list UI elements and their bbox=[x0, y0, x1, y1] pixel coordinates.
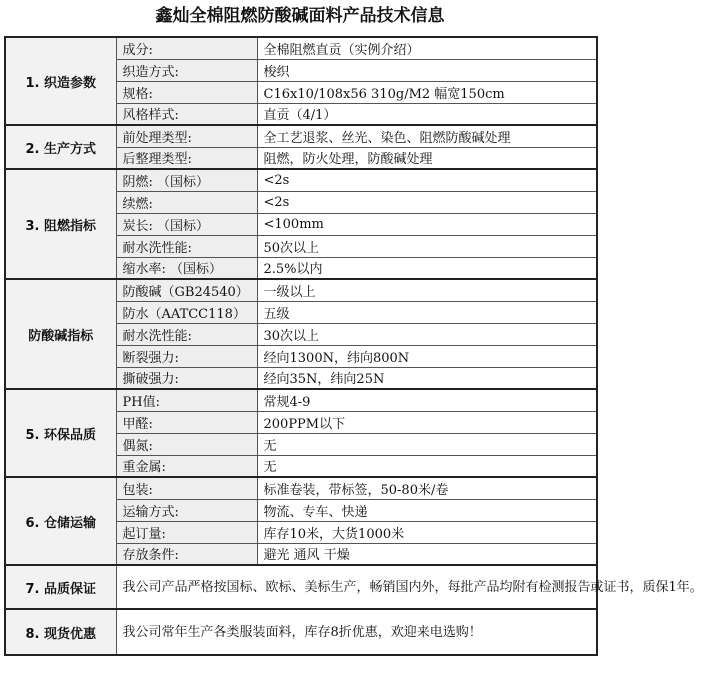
spec-row bbox=[5, 477, 597, 499]
row-label: 阴燃: （国标） bbox=[116, 169, 257, 191]
row-value: 梭织 bbox=[257, 59, 597, 81]
row-value: 全棉阻燃直贡（实例介绍） bbox=[257, 37, 597, 59]
row-value: <2s bbox=[257, 169, 597, 191]
row-value: 标准卷装，带标签，50-80米/卷 bbox=[257, 477, 597, 499]
section-heading: 5. 环保品质 bbox=[5, 389, 116, 477]
row-label: 断裂强力: bbox=[116, 345, 257, 367]
row-value: 常规4-9 bbox=[257, 389, 597, 411]
spec-row bbox=[5, 169, 597, 191]
row-label: 起订量: bbox=[116, 521, 257, 543]
offer-row bbox=[5, 609, 597, 655]
row-label: 撕破强力: bbox=[116, 367, 257, 389]
row-label: 后整理类型: bbox=[116, 147, 257, 169]
row-label: 运输方式: bbox=[116, 499, 257, 521]
spec-table bbox=[4, 36, 703, 656]
row-value: 经向35N，纬向25N bbox=[257, 367, 597, 389]
section-heading: 3. 阻燃指标 bbox=[5, 169, 116, 279]
row-label: 炭长: （国标） bbox=[116, 213, 257, 235]
row-value: 阻燃，防火处理，防酸碱处理 bbox=[257, 147, 597, 169]
spec-row bbox=[5, 279, 597, 301]
row-value: 避光 通风 干燥 bbox=[257, 543, 597, 565]
row-label: 前处理类型: bbox=[116, 125, 257, 147]
row-value: 库存10米，大货1000米 bbox=[257, 521, 597, 543]
row-value: 50次以上 bbox=[257, 235, 597, 257]
row-label: 偶氮: bbox=[116, 433, 257, 455]
row-value: 200PPM以下 bbox=[257, 411, 597, 433]
page-title: 鑫灿全棉阻燃防酸碱面料产品技术信息 bbox=[155, 6, 445, 26]
row-label: 包装: bbox=[116, 477, 257, 499]
section-heading: 7. 品质保证 bbox=[5, 565, 116, 609]
section-heading: 1. 织造参数 bbox=[5, 37, 116, 125]
offer-text: 我公司常年生产各类服装面料，库存8折优惠，欢迎来电选购！ bbox=[116, 609, 597, 655]
section-heading: 6. 仓储运输 bbox=[5, 477, 116, 565]
row-label: 缩水率: （国标） bbox=[116, 257, 257, 279]
row-value: 无 bbox=[257, 455, 597, 477]
row-label: 织造方式: bbox=[116, 59, 257, 81]
row-value: 全工艺退浆、丝光、染色、阻燃防酸碱处理 bbox=[257, 125, 597, 147]
row-label: 防酸碱（GB24540） bbox=[116, 279, 257, 301]
row-label: PH值: bbox=[116, 389, 257, 411]
row-label: 耐水洗性能: bbox=[116, 235, 257, 257]
row-label: 续燃: bbox=[116, 191, 257, 213]
quality-text: 我公司产品严格按国标、欧标、美标生产，畅销国内外，每批产品均附有检测报告或证书，质保1年。 bbox=[116, 565, 597, 609]
spec-row bbox=[5, 37, 597, 59]
row-value: 直贡（4/1） bbox=[257, 103, 597, 125]
row-value: 30次以上 bbox=[257, 323, 597, 345]
row-value: 一级以上 bbox=[257, 279, 597, 301]
row-label: 重金属: bbox=[116, 455, 257, 477]
row-label: 耐水洗性能: bbox=[116, 323, 257, 345]
row-value: 五级 bbox=[257, 301, 597, 323]
quality-row bbox=[5, 565, 597, 609]
row-value: <2s bbox=[257, 191, 597, 213]
row-label: 防水（AATCC118） bbox=[116, 301, 257, 323]
section-heading: 防酸碱指标 bbox=[5, 279, 116, 389]
section-heading: 8. 现货优惠 bbox=[5, 609, 116, 655]
row-label: 规格: bbox=[116, 81, 257, 103]
row-label: 成分: bbox=[116, 37, 257, 59]
row-value: 无 bbox=[257, 433, 597, 455]
row-value: C16x10/108x56 310g/M2 幅宽150cm bbox=[257, 81, 597, 103]
row-label: 风格样式: bbox=[116, 103, 257, 125]
row-label: 甲醛: bbox=[116, 411, 257, 433]
spec-row bbox=[5, 125, 597, 147]
section-heading: 2. 生产方式 bbox=[5, 125, 116, 169]
row-value: 物流、专车、快递 bbox=[257, 499, 597, 521]
spec-row bbox=[5, 389, 597, 411]
row-value: 经向1300N，纬向800N bbox=[257, 345, 597, 367]
row-value: <100mm bbox=[257, 213, 597, 235]
row-value: 2.5%以内 bbox=[257, 257, 597, 279]
row-label: 存放条件: bbox=[116, 543, 257, 565]
